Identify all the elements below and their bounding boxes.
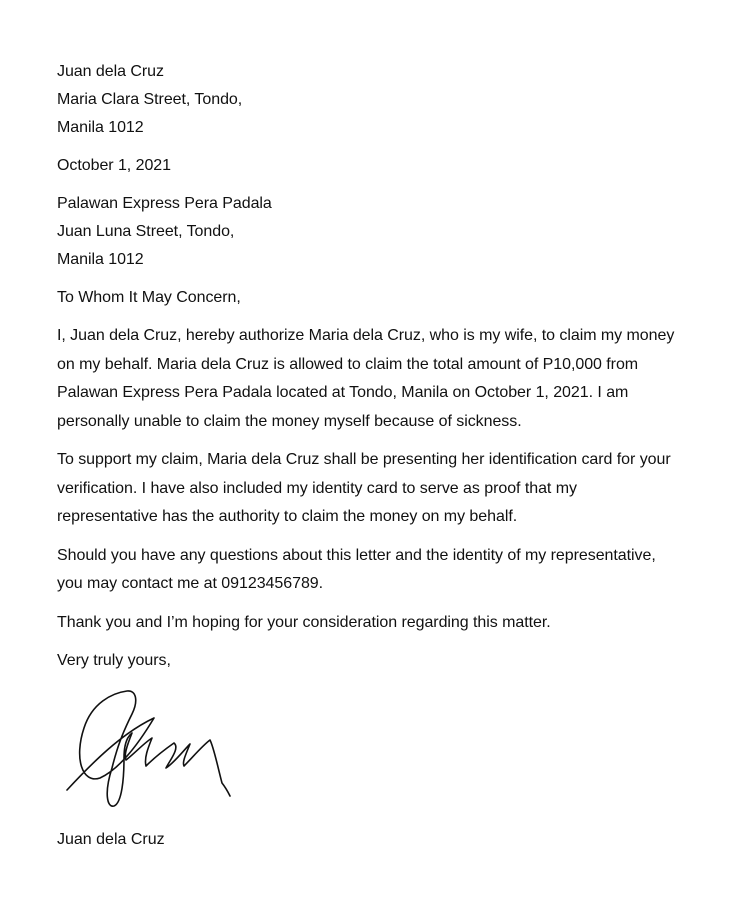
body-paragraph-4	[57, 609, 707, 638]
paragraph-line: personally unable to claim the money myself because of sickness.	[57, 412, 522, 430]
recipient-address-line1: Juan Luna Street, Tondo,	[57, 223, 235, 240]
sender-name: Juan dela Cruz	[57, 63, 164, 80]
body-paragraph-1	[57, 322, 707, 436]
paragraph-line: on my behalf. Maria dela Cruz is allowed to claim the total amount of P10,000 from	[57, 355, 639, 373]
salutation: To Whom It May Concern,	[57, 289, 241, 306]
letter	[57, 58, 707, 685]
body-paragraph-2	[57, 446, 707, 532]
recipient-address-line2: Manila 1012	[57, 251, 144, 268]
signature-stroke	[67, 691, 230, 806]
paragraph-line: To support my claim, Maria dela Cruz shall be presenting her identification card for your	[57, 451, 671, 468]
sender-address-line1: Maria Clara Street, Tondo,	[57, 91, 243, 108]
handwritten-signature	[62, 688, 302, 818]
salutation-block	[57, 284, 707, 312]
paragraph-line: Should you have any questions about this letter and the identity of my representative,	[57, 546, 656, 564]
sender-address-line2: Manila 1012	[57, 119, 144, 136]
body-paragraph-3	[57, 542, 707, 599]
paragraph-line: I, Juan dela Cruz, hereby authorize Maria dela Cruz, who is my wife, to claim my money	[57, 327, 675, 344]
paragraph-line: verification. I have also included my identity card to serve as proof that my	[57, 479, 577, 497]
closing: Very truly yours,	[57, 652, 171, 669]
closing-block	[57, 647, 707, 675]
paragraph-line: you may contact me at 09123456789.	[57, 575, 324, 592]
sender-address	[57, 58, 707, 142]
paragraph-line: representative has the authority to claim the money on my behalf.	[57, 508, 518, 525]
paragraph-line: Thank you and I’m hoping for your consideration regarding this matter.	[57, 613, 551, 631]
letter-date-block	[57, 152, 707, 180]
recipient-address	[57, 190, 707, 274]
recipient-name: Palawan Express Pera Padala	[57, 195, 272, 212]
paragraph-line: Palawan Express Pera Padala located at Tondo, Manila on October 1, 2021. I am	[57, 384, 629, 401]
signer-name: Juan dela Cruz	[57, 831, 165, 848]
letter-date: October 1, 2021	[57, 157, 171, 174]
